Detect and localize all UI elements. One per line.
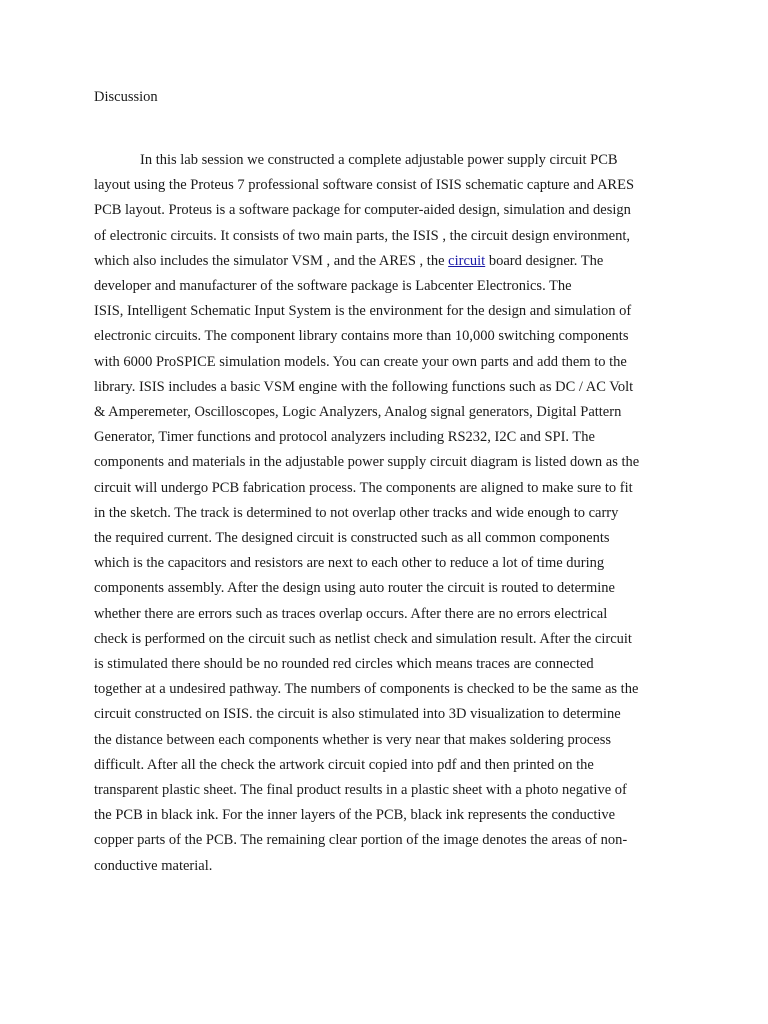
paragraph-line: circuit will undergo PCB fabrication process. The components are aligned to make sure to fit <box>94 479 633 496</box>
paragraph-line: difficult. After all the check the artwork circuit copied into pdf and then printed on the <box>94 756 594 773</box>
paragraph-line: which is the capacitors and resistors are next to each other to reduce a lot of time during <box>94 555 605 572</box>
paragraph-line: components assembly. After the design using auto router the circuit is routed to determine <box>94 580 615 597</box>
line-text-after-link: board designer. The <box>485 252 604 269</box>
paragraph-line: In this lab session we constructed a complete adjustable power supply circuit PCB <box>140 152 618 168</box>
paragraph-line: & Amperemeter, Oscilloscopes, Logic Analyzers, Analog signal generators, Digital Pattern <box>94 404 622 421</box>
paragraph-line: is stimulated there should be no rounded red circles which means traces are connected <box>94 656 594 673</box>
paragraph-line: PCB layout. Proteus is a software package for computer-aided design, simulation and design <box>94 202 631 219</box>
circuit-link[interactable]: circuit <box>448 252 486 269</box>
discussion-paragraph <box>94 148 694 879</box>
section-heading: Discussion <box>94 89 158 105</box>
paragraph-line: check is performed on the circuit such as netlist check and simulation result. After the circuit <box>94 630 632 647</box>
paragraph-line: transparent plastic sheet. The final product results in a plastic sheet with a photo negative of <box>94 782 627 799</box>
paragraph-line: the required current. The designed circuit is constructed such as all common components <box>94 530 610 547</box>
paragraph-line: with 6000 ProSPICE simulation models. You can create your own parts and add them to the <box>94 353 627 370</box>
paragraph-line: ISIS, Intelligent Schematic Input System is the environment for the design and simulation of <box>94 303 632 320</box>
paragraph-line: conductive material. <box>94 857 213 874</box>
paragraph-line: developer and manufacturer of the software package is Labcenter Electronics. The <box>94 278 572 295</box>
paragraph-line <box>94 249 694 274</box>
paragraph-line: the distance between each components whether is very near that makes soldering process <box>94 731 611 748</box>
paragraph-line: circuit constructed on ISIS. the circuit is also stimulated into 3D visualization to determine <box>94 706 621 723</box>
paragraph-line: layout using the Proteus 7 professional software consist of ISIS schematic capture and ARES <box>94 177 635 194</box>
paragraph-line: copper parts of the PCB. The remaining clear portion of the image denotes the areas of non- <box>94 832 628 849</box>
paragraph-line: electronic circuits. The component library contains more than 10,000 switching components <box>94 328 629 345</box>
paragraph-line: in the sketch. The track is determined to not overlap other tracks and wide enough to carry <box>94 504 619 521</box>
paragraph-line: the PCB in black ink. For the inner layers of the PCB, black ink represents the conductive <box>94 807 616 824</box>
paragraph-line: Generator, Timer functions and protocol analyzers including RS232, I2C and SPI. The <box>94 429 595 446</box>
paragraph-line: components and materials in the adjustable power supply circuit diagram is listed down as the <box>94 454 640 471</box>
line-text-before-link: which also includes the simulator VSM , and the ARES , the <box>94 252 449 269</box>
paragraph-line: of electronic circuits. It consists of two main parts, the ISIS , the circuit design environment, <box>94 227 630 244</box>
paragraph-line: whether there are errors such as traces overlap occurs. After there are no errors electrical <box>94 605 608 622</box>
paragraph-line: library. ISIS includes a basic VSM engine with the following functions such as DC / AC Volt <box>94 378 634 395</box>
paragraph-line: together at a undesired pathway. The numbers of components is checked to be the same as the <box>94 681 639 698</box>
